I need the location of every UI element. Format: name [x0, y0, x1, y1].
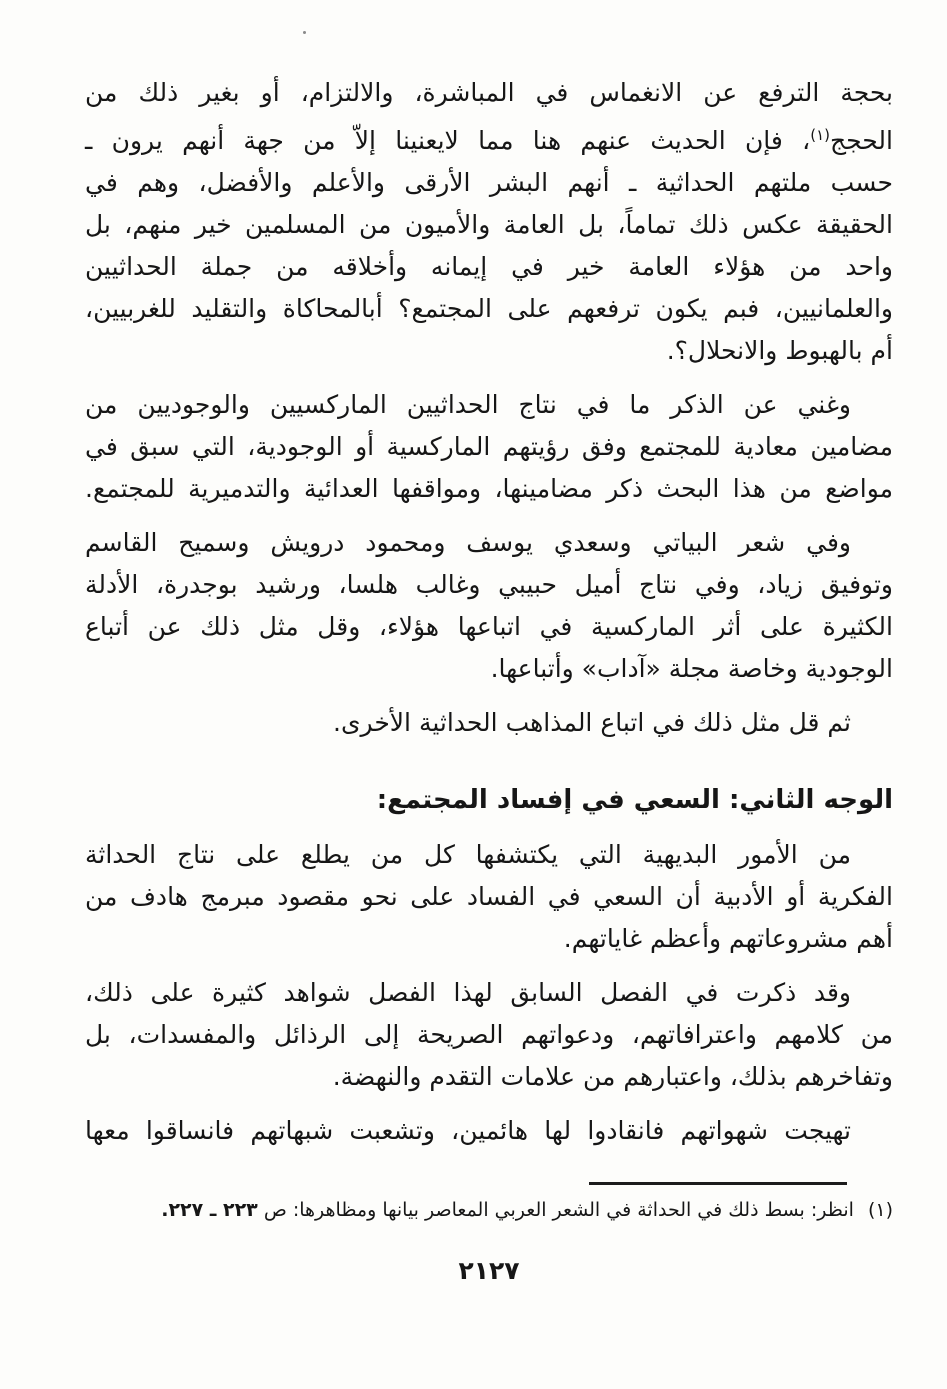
text-line: مواضع من هذا البحث ذكر مضامينها، ومواقفها العدائية والتدميرية للمجتمع.	[85, 474, 893, 503]
page-number: ٢١٢٧	[458, 1256, 520, 1285]
text-segment: ، فإن الحديث عنهم هنا مما لايعنينا إلاّ من جهة أنهم يرون ـ	[85, 126, 811, 155]
body-paragraph	[85, 1110, 893, 1152]
body-paragraph	[85, 702, 893, 744]
footnote-reference: (١)	[810, 126, 831, 144]
section-heading: الوجه الثاني: السعي في إفساد المجتمع:	[376, 785, 893, 815]
text-segment: الحجج	[830, 126, 893, 155]
text-line: الفكرية أو الأدبية أن السعي في الفساد على نحو مقصود مبرمج هادف من	[85, 882, 893, 911]
text-line: وغني عن الذكر ما في نتاج الحداثيين الماركسيين والوجوديين من	[85, 390, 851, 419]
body-paragraph	[85, 522, 893, 690]
body-paragraph	[85, 834, 893, 960]
text-line: والعلمانيين، فبم يكون ترفعهم على المجتمع؟ أبالمحاكاة والتقليد للغربيين،	[85, 294, 893, 323]
text-line: الكثيرة على أثر الماركسية في اتباعها هؤلاء، وقل مثل ذلك عن أتباع	[85, 612, 893, 641]
text-line: أهم مشروعاتهم وأعظم غاياتهم.	[563, 924, 893, 953]
scan-speck	[303, 31, 306, 34]
text-line	[85, 114, 893, 162]
text-line: تهيجت شهواتهم فانقادوا لها هائمين، وتشعبت شبهاتهم فانساقوا معها	[85, 1116, 851, 1145]
text-line: من كلامهم واعترافاتهم، ودعواتهم الصريحة إلى الرذائل والمفسدات، بل	[85, 1020, 893, 1049]
text-line: الحقيقة عكس ذلك تماماً، بل العامة والأميون من المسلمين خير منهم، بل	[85, 210, 893, 239]
text-line: ثم قل مثل ذلك في اتباع المذاهب الحداثية الأخرى.	[333, 708, 851, 737]
footnote-page-range: ٢٢٣ ـ ٢٢٧.	[161, 1199, 258, 1221]
body-paragraph	[85, 384, 893, 510]
text-block	[85, 72, 893, 1286]
body-paragraph	[85, 72, 893, 372]
text-line: واحد من هؤلاء العامة خير في إيمانه وأخلاقه من جملة الحداثيين	[85, 252, 893, 281]
text-line: حسب ملتهم الحداثية ـ أنهم البشر الأرقى والأعلم والأفضل، وهم في	[85, 168, 893, 197]
text-line: من الأمور البديهية التي يكتشفها كل من يطلع على نتاج الحداثة	[85, 840, 851, 869]
footnote-text: انظر: بسط ذلك في الحداثة في الشعر العربي المعاصر بيانها ومظاهرها: ص	[263, 1199, 854, 1221]
text-line: وقد ذكرت في الفصل السابق لهذا الفصل شواهد كثيرة على ذلك،	[85, 978, 851, 1007]
body-paragraph	[85, 972, 893, 1098]
text-line: الوجودية وخاصة مجلة «آداب» وأتباعها.	[490, 654, 893, 683]
text-line: وتوفيق زياد، وفي نتاج أميل حبيبي وغالب هلسا، ورشيد بوجدرة، الأدلة	[85, 570, 893, 599]
text-line: وتفاخرهم بذلك، واعتبارهم من علامات التقدم والنهضة.	[332, 1062, 893, 1091]
footnote	[85, 1194, 893, 1226]
text-line: أم بالهبوط والانحلال؟.	[666, 336, 893, 365]
footnote-separator-rule	[589, 1182, 847, 1185]
text-line: مضامين معادية للمجتمع وفق رؤيتهم الماركسية أو الوجودية، التي سبق في	[85, 432, 893, 461]
footnote-marker: (١)	[867, 1199, 893, 1221]
text-line: بحجة الترفع عن الانغماس في المباشرة، والالتزام، أو بغير ذلك من	[85, 78, 893, 107]
text-line: وفي شعر البياتي وسعدي يوسف ومحمود درويش وسميح القاسم	[85, 528, 851, 557]
